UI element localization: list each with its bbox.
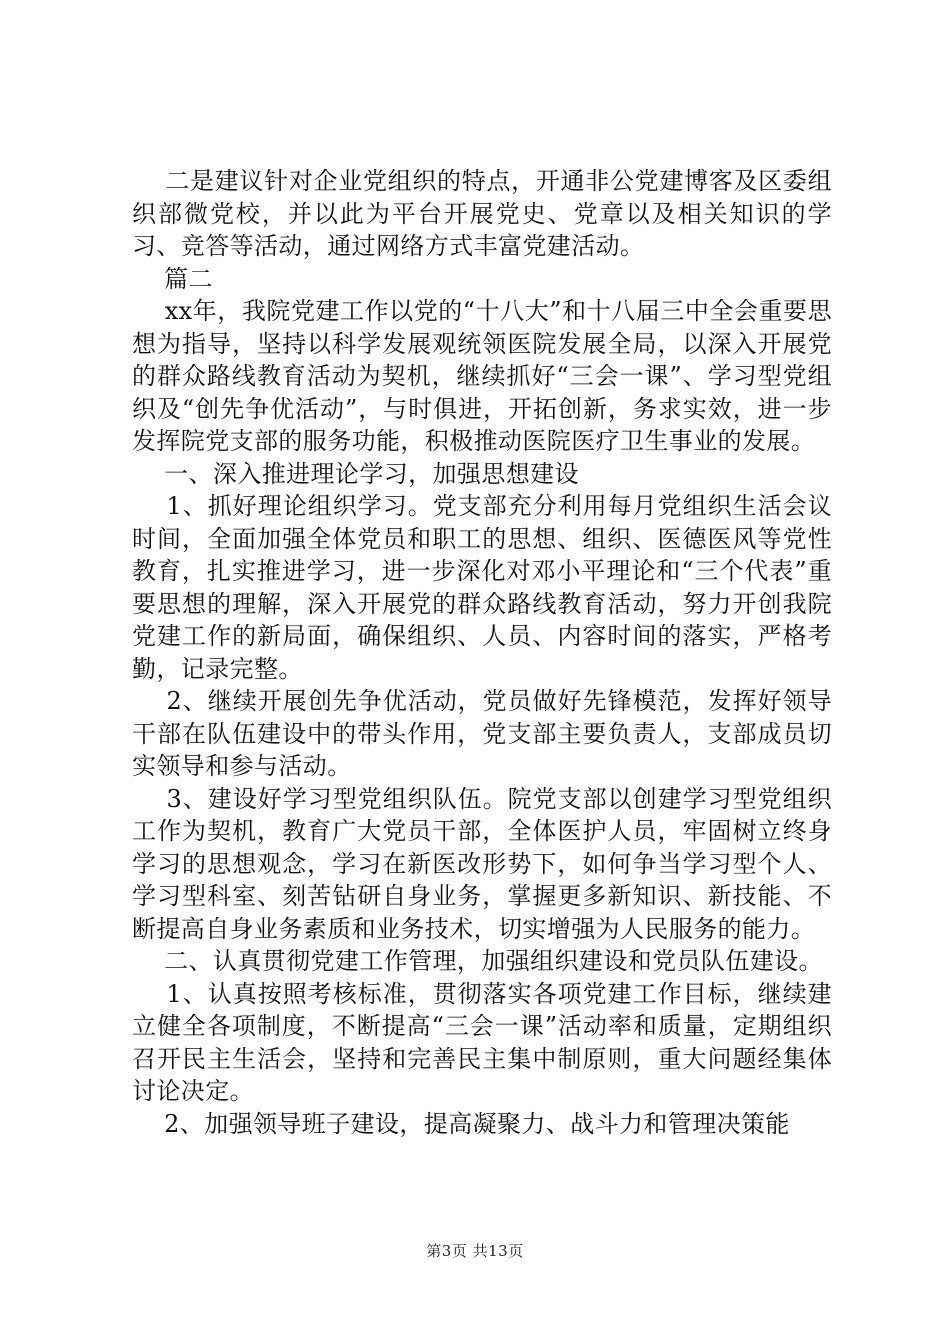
paragraph: 1、认真按照考核标准，贯彻落实各项党建工作目标，继续建立健全各项制度，不断提高“三会一课”活动率和质量，定期组织召开民主生活会，坚持和完善民主集中制原则，重大问题经集体讨论决定。 xyxy=(132,979,832,1105)
section-heading: 篇二 xyxy=(132,264,213,293)
paragraph: xx年，我院党建工作以党的“十八大”和十八届三中全会重要思想为指导，坚持以科学发展观统领医院发展全局，以深入开展党的群众路线教育活动为契机，继续抓好“三会一课”、学习型党组织及“创先争优活动”，与时俱进，开拓创新，务求实效，进一步发挥院党支部的服务功能，积极推动医院医疗卫生事业的发展。 xyxy=(132,297,832,455)
paragraph: 2、加强领导班子建设，提高凝聚力、战斗力和管理决策能 xyxy=(132,1109,790,1138)
page-number-footer: 第3页 共13页 xyxy=(426,1242,524,1260)
paragraph: 2、继续开展创先争优活动，党员做好先锋模范，发挥好领导干部在队伍建设中的带头作用，党支部主要负责人，支部成员切实领导和参与活动。 xyxy=(132,687,832,780)
section-heading: 二、认真贯彻党建工作管理，加强组织建设和党员队伍建设。 xyxy=(132,947,823,975)
paragraph: 二是建议针对企业党组织的特点，开通非公党建博客及区委组织部微党校，并以此为平台开展党史、党章以及相关知识的学习、竞答等活动，通过网络方式丰富党建活动。 xyxy=(132,167,832,260)
paragraph: 3、建设好学习型党组织队伍。院党支部以创建学习型党组织工作为契机，教育广大党员干部，全体医护人员，牢固树立终身学习的思想观念，学习在新医改形势下，如何争当学习型个人、学习型科室、刻苦钻研自身业务，掌握更多新知识、新技能、不断提高自身业务素质和业务技术，切实增强为人民服务的能力。 xyxy=(132,784,832,943)
section-heading: 一、深入推进理论学习，加强思想建设 xyxy=(132,459,579,488)
paragraph: 1、抓好理论组织学习。党支部充分利用每月党组织生活会议时间，全面加强全体党员和职工的思想、组织、医德医风等党性教育，扎实推进学习，进一步深化对邓小平理论和“三个代表”重要思想的理解，深入开展党的群众路线教育活动，努力开创我院党建工作的新局面，确保组织、人员、内容时间的落实，严格考勤，记录完整。 xyxy=(132,492,832,683)
document-body xyxy=(132,165,832,1140)
